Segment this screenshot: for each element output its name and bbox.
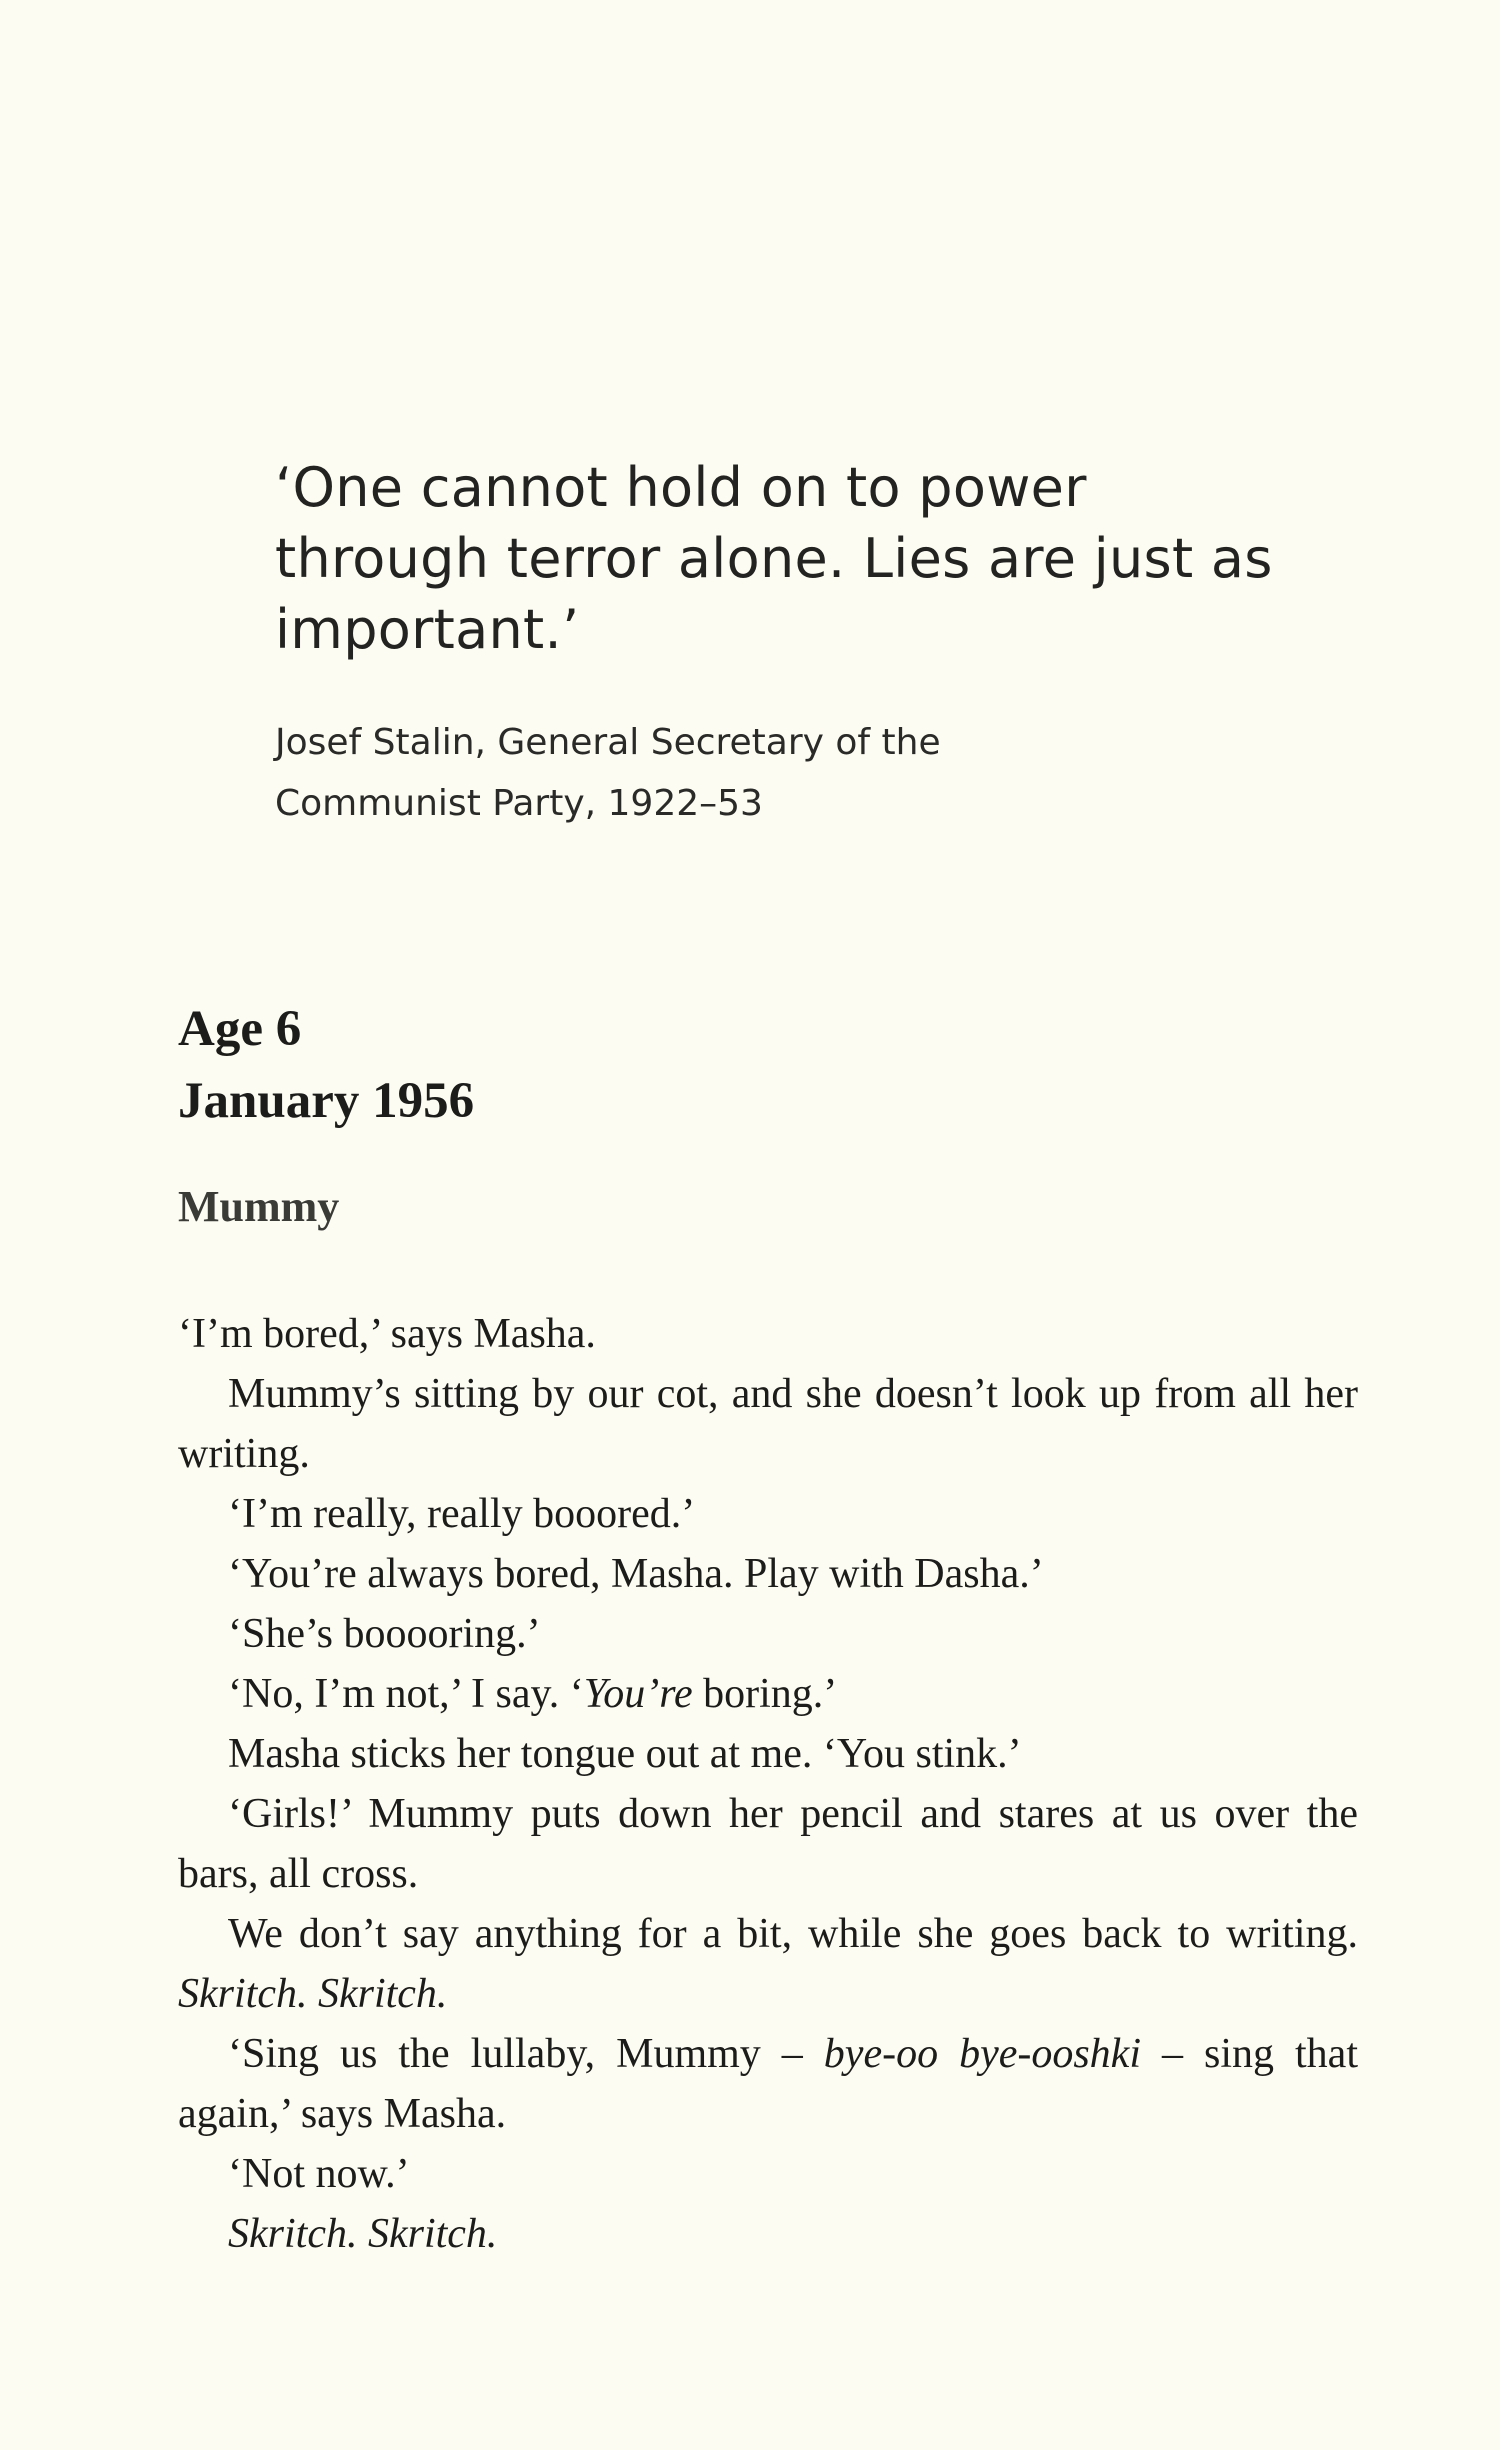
emphasis: Skritch. Skritch. bbox=[228, 2211, 498, 2257]
epigraph-quote-line: important.’ bbox=[275, 598, 580, 661]
epigraph-attribution-line: Josef Stalin, General Secretary of the bbox=[275, 722, 941, 763]
paragraph: Masha sticks her tongue out at me. ‘You stink.’ bbox=[228, 1731, 1022, 1777]
paragraph bbox=[178, 2024, 1358, 2144]
paragraph-text: boring.’ bbox=[692, 1671, 838, 1717]
body-text bbox=[178, 1304, 1358, 2264]
paragraph: ‘She’s booooring.’ bbox=[228, 1611, 541, 1657]
paragraph-text: ‘Sing us the lullaby, Mummy – bbox=[228, 2031, 824, 2077]
paragraph bbox=[178, 1904, 1358, 2024]
epigraph-quote bbox=[275, 452, 1275, 665]
paragraph-text: – sing that again,’ says Masha. bbox=[178, 2031, 1358, 2137]
epigraph bbox=[275, 452, 1275, 834]
chapter-heading bbox=[178, 993, 474, 1137]
paragraph: Mummy’s sitting by our cot, and she doesn’t look up from all her writing. bbox=[178, 1371, 1358, 1477]
paragraph-text: ‘No, I’m not,’ I say. ‘ bbox=[228, 1671, 584, 1717]
paragraph: ‘Not now.’ bbox=[228, 2151, 410, 2197]
paragraph: ‘You’re always bored, Masha. Play with Dasha.’ bbox=[228, 1551, 1044, 1597]
paragraph-text: We don’t say anything for a bit, while she goes back to writing. bbox=[228, 1911, 1358, 1957]
chapter-age: Age 6 bbox=[178, 1001, 302, 1057]
paragraph bbox=[178, 2204, 1358, 2264]
epigraph-attribution bbox=[275, 712, 1275, 834]
emphasis: Skritch. Skritch. bbox=[178, 1971, 448, 2017]
paragraph: ‘I’m bored,’ says Masha. bbox=[178, 1311, 596, 1357]
paragraph: ‘I’m really, really booored.’ bbox=[228, 1491, 696, 1537]
epigraph-attribution-line: Communist Party, 1922–53 bbox=[275, 783, 763, 824]
paragraph bbox=[178, 1664, 1358, 1724]
paragraph: ‘Girls!’ Mummy puts down her pencil and stares at us over the bars, all cross. bbox=[178, 1791, 1358, 1897]
chapter-date: January 1956 bbox=[178, 1073, 475, 1129]
epigraph-quote-line: through terror alone. Lies are just as bbox=[275, 527, 1273, 590]
section-title: Mummy bbox=[178, 1182, 340, 1231]
epigraph-quote-line: ‘One cannot hold on to power bbox=[275, 456, 1087, 519]
emphasis: You’re bbox=[583, 1671, 693, 1717]
emphasis: bye-oo bye-ooshki bbox=[823, 2031, 1141, 2077]
